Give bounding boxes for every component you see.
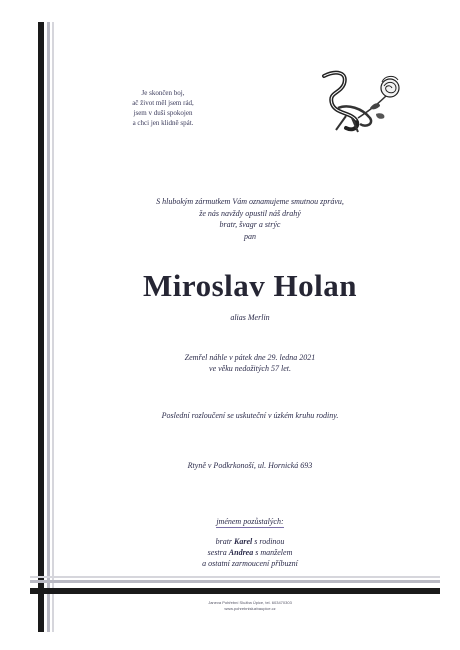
border-left-gray	[47, 22, 50, 632]
poem-line: Je skončen boj,	[141, 89, 185, 97]
survivors-title	[60, 517, 440, 526]
survivors-title-text: jménem pozůstalých:	[216, 517, 284, 526]
border-left-light	[52, 22, 54, 632]
intro-line: bratr, švagr a strýc	[219, 220, 281, 229]
footer-line: Janeva Pohřební Služba Úpice, tel. 603470303	[208, 600, 292, 605]
survivor-suffix: s manželem	[253, 548, 293, 557]
survivors-list	[60, 536, 440, 569]
footer-line: www.pohrebnisluzbaupice.cz	[224, 606, 276, 611]
survivor-line	[60, 547, 440, 558]
survivor-suffix: s rodinou	[252, 537, 285, 546]
deceased-name: Miroslav Holan	[143, 268, 357, 303]
border-left-black	[38, 22, 44, 632]
announcement-intro	[60, 196, 440, 242]
survivor-line: a ostatní zarmoucení příbuzní	[202, 559, 298, 568]
funeral-service-footer	[60, 600, 440, 612]
poem-line: ač život měl jsem rád,	[132, 99, 194, 107]
death-age: ve věku nedožitých 57 let.	[209, 364, 291, 373]
death-details	[60, 352, 440, 374]
survivor-name: Karel	[234, 537, 253, 546]
border-bottom-light	[30, 576, 440, 578]
poem	[108, 88, 218, 128]
survivor-line	[60, 536, 440, 547]
intro-line: pan	[244, 231, 256, 241]
intro-line: že nás navždy opustil náš drahý	[199, 208, 301, 218]
deceased-alias: alias Merlin	[230, 313, 270, 322]
survivor-relation: bratr	[215, 537, 235, 546]
border-bottom-black	[30, 588, 440, 594]
rose-ribbon-icon	[318, 68, 406, 134]
survivor-name: Andrea	[228, 548, 254, 557]
border-bottom-gray	[30, 580, 440, 583]
address-text: Rtyně v Podkrkonoší, ul. Hornická 693	[187, 461, 313, 470]
farewell-text: Poslední rozloučení se uskuteční v úzkém kruhu rodiny.	[161, 411, 339, 420]
survivor-relation: sestra	[207, 548, 229, 557]
poem-line: jsem v duši spokojen	[133, 109, 193, 117]
poem-line: a chci jen klidně spát.	[132, 119, 194, 127]
death-date: Zemřel náhle v pátek dne 29. ledna 2021	[184, 353, 316, 362]
intro-line: S hlubokým zármutkem Vám oznamujeme smutnou zprávu,	[156, 197, 344, 206]
